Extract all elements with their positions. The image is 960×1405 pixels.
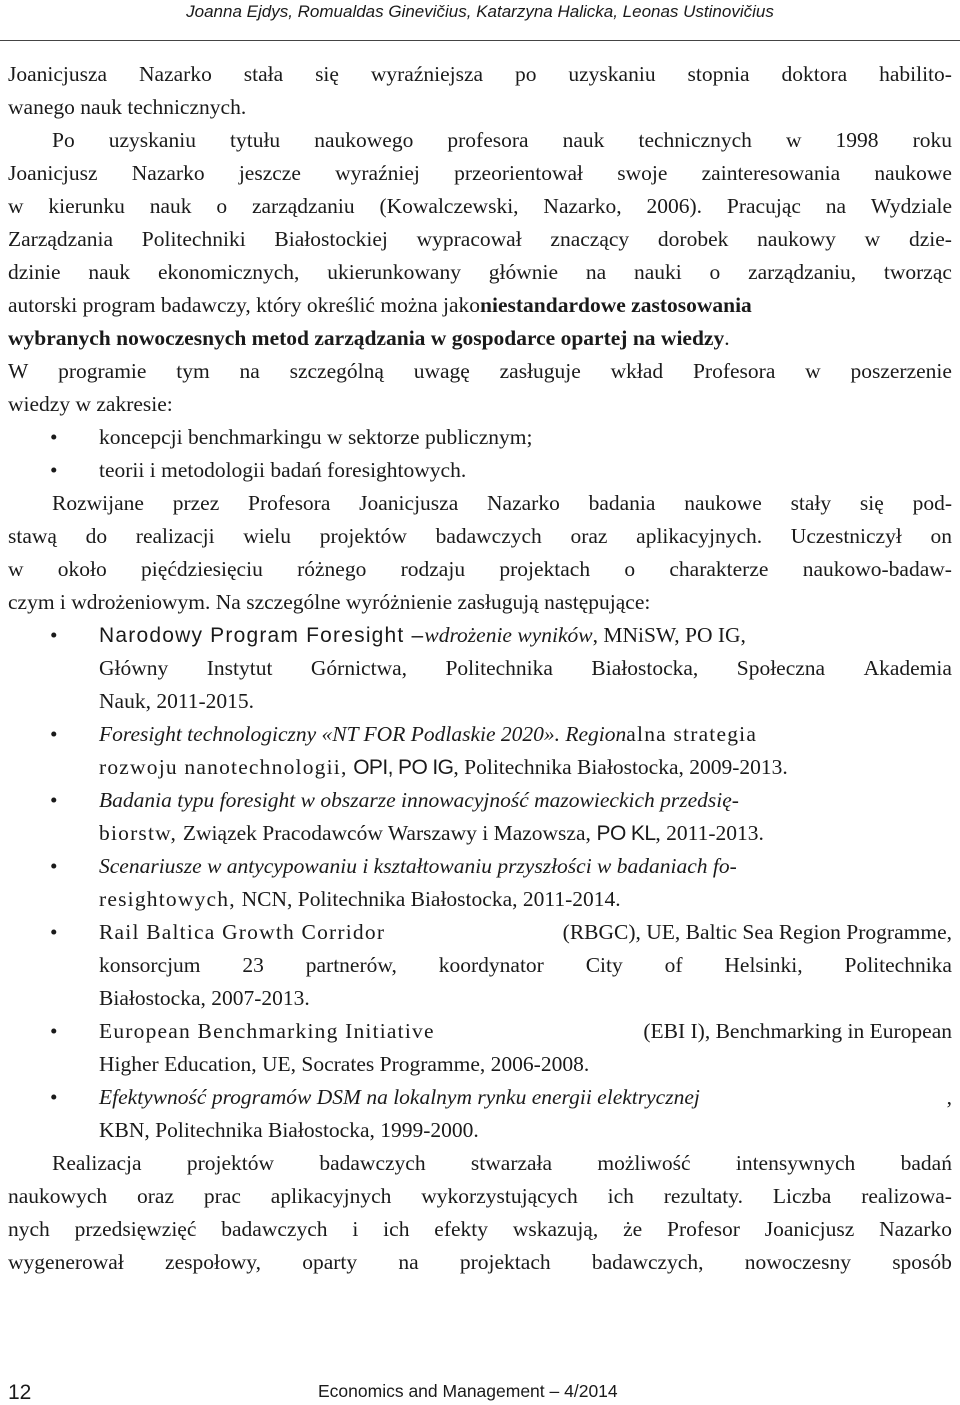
- word: Zarządzania: [8, 227, 114, 251]
- word: sposób: [892, 1250, 952, 1274]
- word: że: [623, 1217, 643, 1241]
- word: uzyskaniu: [108, 128, 196, 152]
- word: projektach: [499, 557, 591, 581]
- word: przez: [172, 491, 220, 515]
- text-run: Białostocka, 2007-2013.: [99, 986, 310, 1010]
- word: Rozwijane: [52, 491, 144, 515]
- word: stopnia: [687, 62, 750, 86]
- text-run: (RBGC), UE, Baltic Sea Region Programme,: [562, 920, 952, 944]
- word: w: [8, 194, 24, 218]
- text-line: [8, 487, 952, 520]
- text-run: Związek Pracodawców Warszawy i Mazowsza,: [182, 821, 591, 845]
- word: na: [585, 260, 607, 284]
- word: nowoczesny: [744, 1250, 851, 1274]
- text-run: • European Benchmarking Initiative: [99, 1019, 435, 1043]
- word: Helsinki,: [724, 953, 803, 977]
- emphasis-run: wybranych nowoczesnych metod zarządzania w gospodarce opartej na wiedzy: [8, 326, 725, 350]
- word: wkład: [610, 359, 664, 383]
- text-line: [8, 751, 952, 784]
- word: aplikacyjnych: [270, 1184, 392, 1208]
- list-item: [8, 850, 952, 883]
- text-run: NCN, Politechnika Białostocka, 2011-2014.: [241, 887, 621, 911]
- word: się: [315, 62, 339, 86]
- text-line: [8, 949, 952, 982]
- word: nych: [8, 1217, 50, 1241]
- word: tym: [176, 359, 210, 383]
- word: pięćdziesięciu: [141, 557, 263, 581]
- word: badawczych: [435, 524, 542, 548]
- text-run: , MNiSW, PO IG,: [592, 623, 746, 647]
- text-run: czym i wdrożeniowym. Na szczególne wyróżnienie zasługują następujące:: [8, 590, 651, 614]
- text-run: • koncepcji benchmarkingu w sektorze publicznym;: [99, 425, 533, 449]
- word: wyraźniejsza: [370, 62, 484, 86]
- word: projektów: [186, 1151, 275, 1175]
- word: zainteresowania: [701, 161, 841, 185]
- text-run: wiedzy w zakresie:: [8, 392, 173, 416]
- text-run: • teorii i metodologii badań foresightowych.: [99, 458, 467, 482]
- word: doktora: [781, 62, 848, 86]
- word: Nazarko: [139, 62, 212, 86]
- word: stwarzała: [470, 1151, 553, 1175]
- text-run: (EBI I), Benchmarking in European: [643, 1019, 952, 1043]
- word: oraz: [137, 1184, 175, 1208]
- text-line: [8, 223, 952, 256]
- text-run: • Rail Baltica Growth Corridor: [99, 920, 386, 944]
- word: partnerów,: [305, 953, 397, 977]
- word: w: [864, 227, 881, 251]
- text-run: , Politechnika Białostocka, 2009-2013.: [453, 755, 788, 779]
- word: Społeczna: [736, 656, 826, 680]
- word: badawczych: [319, 1151, 426, 1175]
- word: on: [930, 524, 952, 548]
- list-item: [8, 421, 952, 454]
- word: przedsięwzięć: [74, 1217, 197, 1241]
- text-line: [8, 520, 952, 553]
- word: of: [664, 953, 683, 977]
- word: Politechniki: [141, 227, 246, 251]
- word: efekty: [434, 1217, 489, 1241]
- word: dzinie: [8, 260, 61, 284]
- word: Nazarko: [131, 161, 205, 185]
- italic-run: wdrożenie wyników: [424, 623, 593, 647]
- word: różnego: [297, 557, 367, 581]
- text-run: alna strategia: [626, 722, 758, 746]
- page-footer: [0, 1375, 960, 1403]
- word: się: [859, 491, 884, 515]
- word: Politechnika: [445, 656, 553, 680]
- word: rodzaju: [400, 557, 466, 581]
- word: swoje: [617, 161, 668, 185]
- text-line: [8, 190, 952, 223]
- journal-name: Economics and Management – 4/2014: [318, 1381, 618, 1401]
- word: stały: [790, 491, 832, 515]
- text-run: biorstw,: [99, 821, 178, 845]
- word: Joanicjusz: [764, 1217, 855, 1241]
- word: o: [216, 194, 228, 218]
- word: nauk: [149, 194, 192, 218]
- text-run: resightowych,: [99, 887, 236, 911]
- list-item: [8, 454, 952, 487]
- word: prac: [203, 1184, 241, 1208]
- text-run: PO KL: [596, 822, 656, 845]
- word: i: [352, 1217, 359, 1241]
- word: nauk: [562, 128, 605, 152]
- text-line: [8, 124, 952, 157]
- word: Joanicjusza: [359, 491, 459, 515]
- word: uwagę: [413, 359, 470, 383]
- word: wskazują,: [512, 1217, 599, 1241]
- word: wielu: [243, 524, 292, 548]
- word: w: [8, 557, 24, 581]
- italic-run: • Foresight technologiczny «NT FOR Podlaskie 2020». Region: [99, 722, 627, 746]
- word: wypracował: [416, 227, 522, 251]
- text-line: [8, 685, 952, 718]
- word: o: [709, 260, 721, 284]
- header-authors: Joanna Ejdys, Romualdas Ginevičius, Katarzyna Halicka, Leonas Ustinovičius: [186, 2, 774, 21]
- word: badań: [900, 1151, 952, 1175]
- word: Górnictwa,: [310, 656, 408, 680]
- running-header: [0, 0, 960, 41]
- word: realizowa-: [861, 1184, 952, 1208]
- word: ich: [607, 1184, 634, 1208]
- word: naukowe: [684, 491, 762, 515]
- word: głównie: [488, 260, 559, 284]
- word: 1998: [835, 128, 879, 152]
- word: Wydziale: [870, 194, 952, 218]
- word: nauki: [633, 260, 682, 284]
- word: Realizacja: [52, 1151, 142, 1175]
- word: Główny: [99, 656, 169, 680]
- text-line: [8, 883, 952, 916]
- word: ekonomicznych,: [157, 260, 300, 284]
- text-run: , 2011-2013.: [655, 821, 764, 845]
- word: Po: [52, 128, 75, 152]
- word: intensywnych: [735, 1151, 856, 1175]
- list-item: [8, 1015, 952, 1048]
- italic-run: • Badania typu foresight w obszarze innowacyjność mazowieckich przedsię-: [99, 788, 739, 812]
- text-run: wanego nauk technicznych.: [8, 95, 247, 119]
- text-line: [8, 553, 952, 586]
- text-run: .: [724, 326, 730, 350]
- text-line: [8, 256, 952, 289]
- word: oparty: [302, 1250, 358, 1274]
- word: oraz: [570, 524, 608, 548]
- word: o: [624, 557, 636, 581]
- word: programie: [58, 359, 147, 383]
- word: profesora: [447, 128, 529, 152]
- list-item: [8, 619, 952, 652]
- word: na: [398, 1250, 419, 1274]
- text-line: [8, 91, 952, 124]
- word: (Kowalczewski,: [379, 194, 519, 218]
- word: nauk: [88, 260, 131, 284]
- page-body: [8, 58, 952, 1279]
- italic-run: • Scenariusze w antycypowaniu i kształtowaniu przyszłości w badaniach fo-: [99, 854, 737, 878]
- word: zasługuje: [499, 359, 581, 383]
- word: dorobek: [657, 227, 729, 251]
- word: aplikacyjnych.: [636, 524, 763, 548]
- word: przeorientował: [454, 161, 584, 185]
- word: na: [825, 194, 847, 218]
- word: stawą: [8, 524, 57, 548]
- word: pod-: [912, 491, 952, 515]
- text-run: autorski program badawczy, który określić można jako: [8, 293, 481, 317]
- text-run: ,: [946, 1085, 952, 1109]
- word: Joanicjusza: [8, 62, 108, 86]
- word: możliwość: [597, 1151, 691, 1175]
- word: rezultaty.: [663, 1184, 743, 1208]
- word: naukowo-badaw-: [802, 557, 952, 581]
- word: naukowych: [8, 1184, 108, 1208]
- word: Profesor: [667, 1217, 740, 1241]
- word: dzie-: [908, 227, 952, 251]
- word: wykorzystujących: [421, 1184, 578, 1208]
- list-item: [8, 718, 952, 751]
- word: projektach: [459, 1250, 551, 1274]
- word: poszerzenie: [850, 359, 952, 383]
- word: 23: [242, 953, 264, 977]
- text-line: [8, 586, 952, 619]
- text-run: Nauk, 2011-2015.: [99, 689, 255, 713]
- word: Nazarko,: [543, 194, 622, 218]
- text-run: Higher Education, UE, Socrates Programme, 2006-2008.: [99, 1052, 590, 1076]
- text-line: [8, 1147, 952, 1180]
- word: zarządzaniu: [251, 194, 355, 218]
- list-item: [8, 1081, 952, 1114]
- text-line: [8, 289, 952, 322]
- emphasis-run: niestandardowe zastosowania: [480, 293, 752, 317]
- word: badawczych,: [591, 1250, 704, 1274]
- word: około: [57, 557, 107, 581]
- word: na: [239, 359, 260, 383]
- text-run: OPI, PO IG: [353, 756, 454, 779]
- word: realizacji: [135, 524, 215, 548]
- word: koordynator: [438, 953, 544, 977]
- page-number: 12: [8, 1381, 32, 1404]
- word: zarządzaniu,: [748, 260, 857, 284]
- text-line: [8, 322, 952, 355]
- list-item: [8, 916, 952, 949]
- word: City: [585, 953, 623, 977]
- word: Nazarko: [879, 1217, 952, 1241]
- word: charakterze: [669, 557, 769, 581]
- word: roku: [912, 128, 952, 152]
- word: do: [85, 524, 108, 548]
- word: 2006).: [646, 194, 703, 218]
- word: ich: [383, 1217, 410, 1241]
- text-line: [8, 388, 952, 421]
- word: naukowego: [314, 128, 414, 152]
- text-line: [8, 652, 952, 685]
- text-line: [8, 1048, 952, 1081]
- word: naukowy: [757, 227, 836, 251]
- text-line: [8, 982, 952, 1015]
- text-line: [8, 1114, 952, 1147]
- word: Profesora: [248, 491, 331, 515]
- word: projektów: [319, 524, 407, 548]
- word: konsorcjum: [99, 953, 201, 977]
- text-run: rozwoju nanotechnologii,: [99, 755, 348, 779]
- word: Akademia: [863, 656, 952, 680]
- word: W: [8, 359, 29, 383]
- list-item: [8, 784, 952, 817]
- word: Joanicjusz: [8, 161, 98, 185]
- word: kierunku: [48, 194, 125, 218]
- word: naukowe: [874, 161, 952, 185]
- text-line: [8, 817, 952, 850]
- text-line: [8, 1180, 952, 1213]
- word: Profesora: [692, 359, 776, 383]
- word: jeszcze: [238, 161, 301, 185]
- word: ukierunkowany: [327, 260, 461, 284]
- text-line: [8, 1213, 952, 1246]
- word: Liczba: [772, 1184, 832, 1208]
- word: wygenerował: [8, 1250, 124, 1274]
- word: znaczący: [550, 227, 630, 251]
- text-line: [8, 355, 952, 388]
- text-line: [8, 157, 952, 190]
- word: badawczych: [221, 1217, 328, 1241]
- word: Białostockiej: [274, 227, 388, 251]
- word: Nazarko: [487, 491, 560, 515]
- italic-run: • Efektywność programów DSM na lokalnym rynku energii elektrycznej: [99, 1085, 700, 1109]
- word: tworząc: [883, 260, 952, 284]
- word: Pracując: [726, 194, 801, 218]
- word: Białostocka,: [591, 656, 699, 680]
- word: szczególną: [289, 359, 384, 383]
- text-run: • Narodowy Program Foresight –: [99, 624, 425, 647]
- word: wyraźniej: [335, 161, 420, 185]
- text-line: [8, 1246, 952, 1279]
- word: w: [805, 359, 821, 383]
- word: uzyskaniu: [568, 62, 656, 86]
- text-line: [8, 58, 952, 91]
- word: Uczestniczył: [790, 524, 902, 548]
- text-run: KBN, Politechnika Białostocka, 1999-2000.: [99, 1118, 479, 1142]
- word: zespołowy,: [165, 1250, 261, 1274]
- word: tytułu: [230, 128, 281, 152]
- word: po: [514, 62, 537, 86]
- word: stała: [243, 62, 284, 86]
- word: badania: [588, 491, 656, 515]
- word: w: [785, 128, 802, 152]
- word: technicznych: [638, 128, 752, 152]
- word: Politechnika: [844, 953, 952, 977]
- word: habilito-: [879, 62, 952, 86]
- word: Instytut: [206, 656, 273, 680]
